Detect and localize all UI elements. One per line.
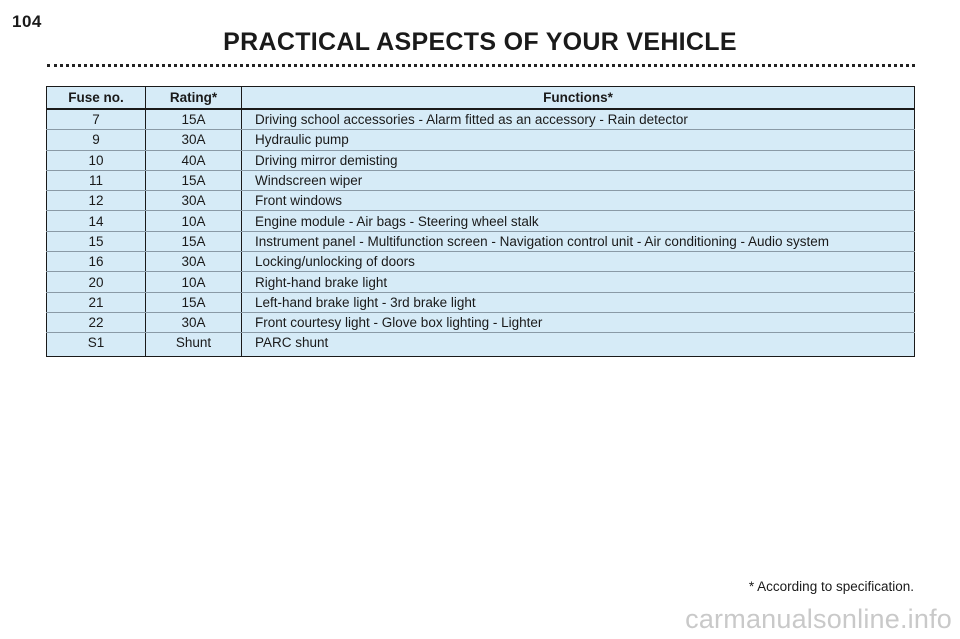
cell-fuse-no: 21	[47, 292, 146, 312]
page-title: PRACTICAL ASPECTS OF YOUR VEHICLE	[223, 28, 737, 56]
cell-fuse-no: 10	[47, 150, 146, 170]
cell-functions: PARC shunt	[255, 335, 329, 351]
cell-rating: 15A	[146, 170, 242, 190]
table-body	[47, 109, 915, 357]
table-row	[47, 272, 915, 292]
cell-fuse-no: 12	[47, 191, 146, 211]
page-number: 104	[12, 12, 42, 31]
table-row	[47, 333, 915, 357]
cell-functions: Locking/unlocking of doors	[242, 252, 915, 272]
table-header-row	[47, 87, 915, 110]
column-header-functions: Functions*	[242, 87, 915, 110]
cell-rating: 15A	[146, 292, 242, 312]
cell-rating: 15A	[146, 109, 242, 130]
cell-functions: Engine module - Air bags - Steering wheel stalk	[242, 211, 915, 231]
cell-rating: 40A	[146, 150, 242, 170]
table-row	[47, 312, 915, 332]
cell-functions: Left-hand brake light - 3rd brake light	[242, 292, 915, 312]
cell-functions: Front windows	[242, 191, 915, 211]
table-row	[47, 191, 915, 211]
cell-rating: 30A	[146, 130, 242, 150]
cell-functions: Hydraulic pump	[242, 130, 915, 150]
cell-rating: 15A	[146, 231, 242, 251]
table-row	[47, 211, 915, 231]
table-row	[47, 252, 915, 272]
title-divider	[47, 64, 915, 67]
footnote: * According to specification.	[748, 579, 914, 594]
cell-fuse-no: 15	[47, 231, 146, 251]
cell-functions: Windscreen wiper	[242, 170, 915, 190]
cell-rating: 30A	[146, 191, 242, 211]
table-row	[47, 150, 915, 170]
cell-functions: Front courtesy light - Glove box lighting - Lighter	[242, 312, 915, 332]
column-header-fuse: Fuse no.	[47, 87, 146, 110]
watermark-text: carmanualsonline.info	[685, 604, 952, 634]
cell-fuse-no: S1	[87, 335, 105, 351]
cell-rating: 10A	[146, 211, 242, 231]
cell-rating: 30A	[146, 252, 242, 272]
cell-fuse-no: 16	[47, 252, 146, 272]
cell-fuse-no: 22	[47, 312, 146, 332]
table-row	[47, 292, 915, 312]
cell-functions: Right-hand brake light	[242, 272, 915, 292]
cell-rating: Shunt	[146, 333, 242, 357]
cell-fuse-no: 14	[47, 211, 146, 231]
cell-fuse-no: 11	[47, 170, 146, 190]
cell-functions: Driving mirror demisting	[242, 150, 915, 170]
fuse-table	[46, 86, 915, 357]
cell-fuse-no: 7	[47, 109, 146, 130]
cell-rating: 10A	[146, 272, 242, 292]
cell-rating: 30A	[146, 312, 242, 332]
table-row	[47, 130, 915, 150]
table-row	[47, 231, 915, 251]
cell-fuse-no: 9	[47, 130, 146, 150]
table-row	[47, 170, 915, 190]
table-row	[47, 109, 915, 130]
cell-functions: Driving school accessories - Alarm fitted as an accessory - Rain detector	[242, 109, 915, 130]
cell-functions: Instrument panel - Multifunction screen - Navigation control unit - Air conditioning - Audio system	[242, 231, 915, 251]
cell-fuse-no: 20	[47, 272, 146, 292]
column-header-rating: Rating*	[146, 87, 242, 110]
